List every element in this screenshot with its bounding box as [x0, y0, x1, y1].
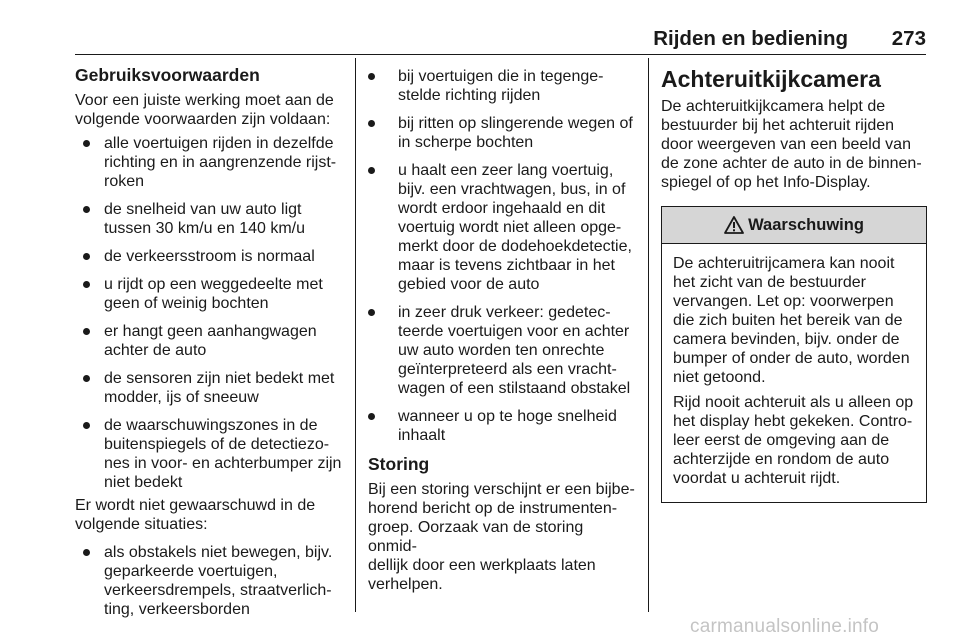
page-header	[75, 26, 926, 56]
bullet-icon	[83, 422, 90, 429]
camera-intro: De achteruitkijkcamera helpt de bestuurder bij het achteruit rijden door weergeven van een beeld van de zone achter de auto in de binnen- spiegel of op het Info-Display.	[661, 98, 922, 191]
bullet-icon	[83, 140, 90, 147]
list-item: de snelheid van uw auto ligt tussen 30 km/u en 140 km/u	[75, 200, 343, 238]
bullet-icon	[83, 328, 90, 335]
bullet-icon	[368, 167, 375, 174]
conditions-intro: Voor een juiste werking moet aan de volgende voorwaarden zijn voldaan:	[75, 92, 334, 128]
list-item: wanneer u op te hoge snelheid inhaalt	[368, 407, 636, 445]
section-title: Rijden en bediening	[653, 27, 848, 50]
camera-heading: Achteruitkijkcamera	[661, 66, 881, 92]
warning-paragraph-2: Rijd nooit achteruit als u alleen op het display hebt gekeken. Contro- leer eerst de omgeving aan de achterzijde en rondom de auto voordat u achteruit rijdt.	[673, 394, 914, 487]
conditions-list	[75, 134, 343, 492]
warning-title: Waarschuwing	[748, 215, 864, 234]
list-item: in zeer druk verkeer: gedetec- teerde voertuigen voor en achter uw auto worden ten onrechte geïnterpreteerd als een vracht- wagen of een stilstaand obstakel	[368, 303, 636, 398]
bullet-icon	[368, 413, 375, 420]
bullet-icon	[368, 309, 375, 316]
page-number: 273	[891, 27, 926, 50]
header-divider	[75, 54, 926, 55]
bullet-icon	[83, 375, 90, 382]
bullet-icon	[83, 549, 90, 556]
warning-header	[662, 207, 926, 244]
bullet-icon	[83, 281, 90, 288]
column-divider-2	[648, 58, 649, 612]
bullet-icon	[368, 120, 375, 127]
conditions-heading: Gebruiksvoorwaarden	[75, 65, 260, 85]
situations-list	[368, 67, 636, 445]
list-item: alle voertuigen rijden in dezelfde richting en in aangrenzende rijst- roken	[75, 134, 343, 191]
warning-paragraph-1: De achteruitrijcamera kan nooit het zicht van de bestuurder vervangen. Let op: voorwerpen die zich buiten het bereik van de camera bevinden, bijv. onder de bumper of onder de auto, worden niet getoond.	[673, 255, 910, 386]
bullet-icon	[83, 253, 90, 260]
list-item: de waarschuwingszones in de buitenspiegels of de detectiezo- nes in voor- en achterbumper zijn niet bedekt	[75, 416, 343, 492]
column-1	[75, 62, 343, 628]
column-divider-1	[355, 58, 356, 612]
no-warning-list	[75, 543, 343, 619]
bullet-icon	[368, 73, 375, 80]
column-2	[368, 67, 636, 599]
list-item: de sensoren zijn niet bedekt met modder, ijs of sneeuw	[75, 369, 343, 407]
list-item: er hangt geen aanhangwagen achter de auto	[75, 322, 343, 360]
bullet-icon	[83, 206, 90, 213]
list-item: u rijdt op een weggedeelte met geen of weinig bochten	[75, 275, 343, 313]
no-warning-intro: Er wordt niet gewaarschuwd in de volgende situaties:	[75, 497, 316, 533]
storing-heading: Storing	[368, 454, 430, 474]
list-item: bij voertuigen die in tegenge- stelde richting rijden	[368, 67, 636, 105]
list-item: bij ritten op slingerende wegen of in scherpe bochten	[368, 114, 636, 152]
list-item: u haalt een zeer lang voertuig, bijv. een vrachtwagen, bus, in of wordt erdoor ingehaald en dit voertuig wordt niet alleen opge- merkt door de dodehoekdetectie, maar is tevens zichtbaar in het gebied voor de auto	[368, 161, 636, 294]
list-item: als obstakels niet bewegen, bijv. geparkeerde voertuigen, verkeersdrempels, straatverlich- ting, verkeersborden	[75, 543, 343, 619]
warning-box	[661, 206, 927, 503]
warning-triangle-icon	[724, 216, 744, 234]
list-item: de verkeersstroom is normaal	[75, 247, 343, 266]
warning-body	[662, 244, 926, 502]
watermark: carmanualsonline.info	[690, 616, 880, 637]
storing-text: Bij een storing verschijnt er een bijbe- horend bericht op de instrumenten- groep. Oorzaak van de storing onmid- dellijk door een werkplaats laten verhelpen.	[368, 481, 635, 593]
column-3	[661, 62, 927, 503]
